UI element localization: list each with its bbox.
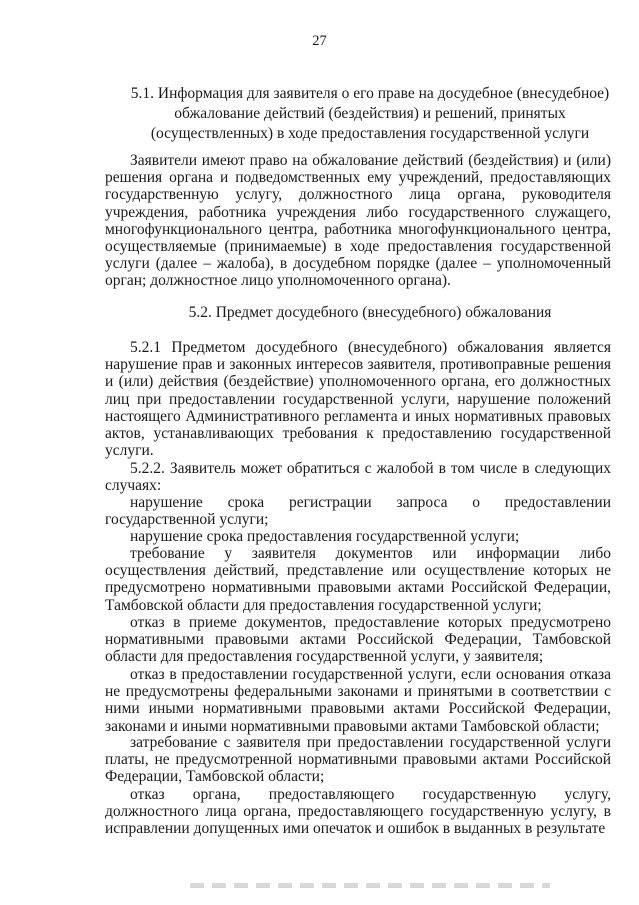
paragraph-5-2-2: 5.2.2. Заявитель может обратиться с жалобой в том числе в следующих случаях:	[105, 460, 611, 495]
case-item: отказ органа, предоставляющего государственную услугу, должностного лица органа, предоставляющего государственную услугу, в исправлении допущенных ими опечаток и ошибок в выданных в результате	[105, 786, 611, 838]
case-item: отказ в приеме документов, предоставление которых предусмотрено нормативными правовыми актами Российской Федерации, Тамбовской области для предоставления государственной услуги, у заявителя;	[105, 614, 611, 666]
section-5-1-heading	[130, 84, 610, 144]
page-number: 27	[312, 33, 327, 49]
case-item: требование у заявителя документов или информации либо осуществления действий, представление или осуществление которых не предусмотрено нормативными правовыми актами Российской Федерации, Тамбовской области для предоставления государственной услуги;	[105, 545, 611, 614]
paragraph-5-2-1: 5.2.1 Предметом досудебного (внесудебного) обжалования является нарушение прав и законных интересов заявителя, противоправные решения и (или) действия (бездействие) уполномоченного органа, его должностных лиц при предоставлении государственной услуги, нарушение положений настоящего Административного регламента и иных нормативных правовых актов, устанавливающих требования к предоставлению государственной услуги.	[105, 339, 611, 460]
case-item: затребование с заявителя при предоставлении государственной услуги платы, не предусмотренной нормативными правовыми актами Российской Федерации, Тамбовской области;	[105, 734, 611, 786]
section-5-1-title-line2: обжалование действий (бездействия) и решений, принятых	[174, 105, 566, 122]
case-item: отказ в предоставлении государственной услуги, если основания отказа не предусмотрены федеральными законами и принятыми в соответствии с ними иными нормативными правовыми актами Российской Федерации, законами и иными нормативными правовыми актами Тамбовской области;	[105, 666, 611, 735]
section-5-1-title-line1: 5.1. Информация для заявителя о его праве на досудебное (внесудебное)	[130, 85, 610, 102]
section-5-1-title-line3: (осуществленных) в ходе предоставления государственной услуги	[150, 125, 590, 142]
case-item: нарушение срока предоставления государственной услуги;	[130, 528, 520, 545]
case-item: нарушение срока регистрации запроса о предоставлении государственной услуги;	[105, 494, 611, 529]
section-5-1-body: Заявители имеют право на обжалование действий (бездействия) и (или) решения органа и подведомственных ему учреждений, предоставляющих государственную услугу, должностного лица органа, руководителя учреждения, работника учреждения либо государственного служащего, многофункционального центра, работника многофункционального центра, осуществляемые (принимаемые) в ходе предоставления государственной услуги (далее – жалоба), в досудебном порядке (далее – уполномоченный орган; должностное лицо уполномоченного органа).	[105, 152, 611, 290]
section-5-2-heading: 5.2. Предмет досудебного (внесудебного) обжалования	[188, 304, 552, 321]
footer-scan-marks	[190, 883, 550, 888]
